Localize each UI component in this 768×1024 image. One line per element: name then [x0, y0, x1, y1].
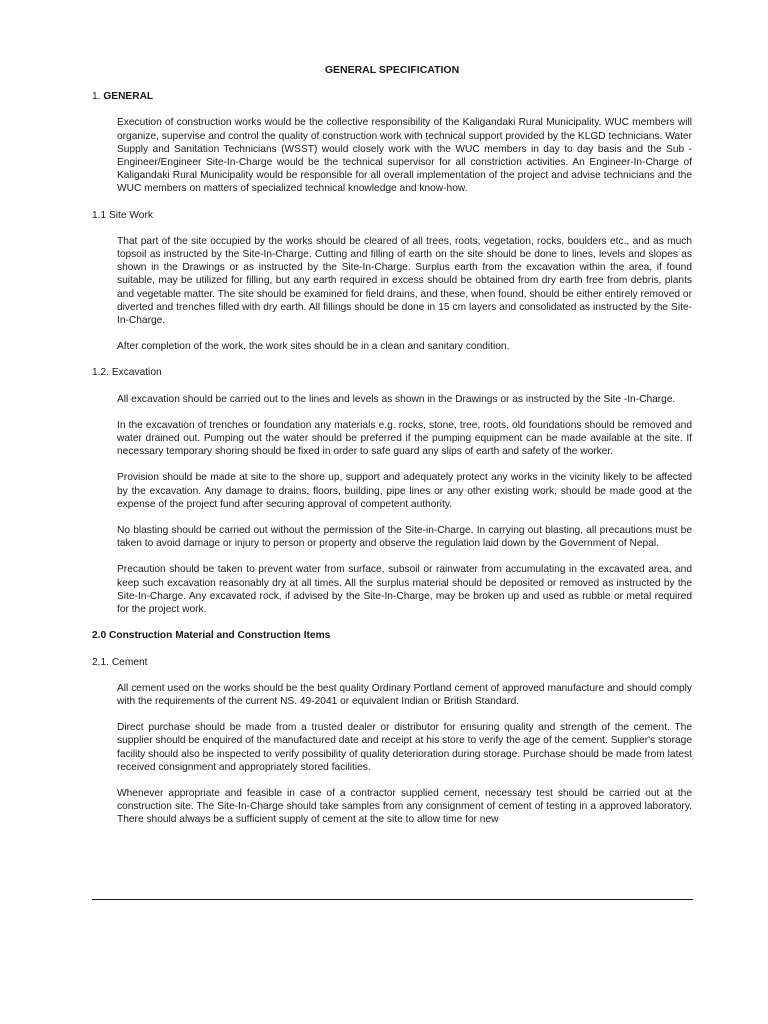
cement-paragraph-2: Direct purchase should be made from a trusted dealer or distributor for ensuring quality and strength of the cement. The supplier should be enquired of the manufactured date and receipt at his store to verify the age of the cement. Supplier's storage facility should also be inspected to verify possibility of quality deterioration during storage. Purchase should be made from latest received consignment and appropriately stored facilities.: [117, 722, 692, 773]
excavation-paragraph-5: Precaution should be taken to prevent water from surface, subsoil or rainwater from accumulating in the excavated area, and keep such excavation reasonably dry at all times. All the surplus material should be deposited or removed as instructed by the Site-In-Charge. Any excavated rock, if advised by the Site-In-Charge, may be broken up and used as rubble or metal required for the project work.: [117, 564, 692, 616]
document-title: GENERAL SPECIFICATION: [324, 64, 460, 76]
excavation-paragraph-4: No blasting should be carried out without the permission of the Site-in-Charge. In carrying out blasting, all precautions must be taken to avoid damage or injury to person or property and observe the regulation laid down by the Government of Nepal.: [117, 525, 692, 550]
cement-paragraph-3: Whenever appropriate and feasible in case of a contractor supplied cement, necessary test should be carried out at the construction site. The Site-In-Charge should take samples from any consignment of cement of testing in a approved laboratory. There should always be a sufficient supply of cement at the site to allow time for new: [117, 787, 692, 826]
excavation-paragraph-3: Provision should be made at site to the shore up, support and adequately protect any works in the vicinity likely to be affected by the excavation. Any damage to drains, floors, building, pipe lines or any other existing work, should be made good at the expense of the project fund after securing approval of competent authority.: [117, 472, 692, 510]
subsection-heading-excavation: 1.2. Excavation: [92, 367, 162, 379]
excavation-paragraph-1: All excavation should be carried out to the lines and levels as shown in the Drawings or as instructed by the Site -In-Charge.: [117, 393, 676, 405]
section-heading-general: [92, 90, 692, 103]
subsection-heading-cement: 2.1. Cement: [92, 656, 148, 668]
site-work-paragraph-2: After completion of the work, the work sites should be in a clean and sanitary condition.: [117, 341, 510, 353]
subsection-heading-site-work: 1.1 Site Work: [92, 209, 153, 221]
section-number: 1.: [92, 91, 101, 103]
section-label: GENERAL: [103, 91, 154, 103]
cement-paragraph-1: All cement used on the works should be the best quality Ordinary Portland cement of approved manufacture and should comply with the requirements of the current NS. 49-2041 or equivalent Indian or British Standard.: [117, 682, 692, 707]
section-heading-construction-material: 2.0 Construction Material and Construction Items: [92, 630, 331, 642]
site-work-paragraph-1: That part of the site occupied by the works should be cleared of all trees, roots, vegetation, rocks, boulders etc., and as much topsoil as instructed by the Site-In-Charge. Cutting and filling of earth on the site should be done to lines, levels and slopes as shown in the Drawings or as instructed by the Site-In-Charge. Surplus earth from the excavation within the area, if found suitable, may be utilized for filling, but any earth required in excess should be obtained from dry earth free from debris, plants and vegetable matter. The site should be examined for field drains, and these, when found, should be either entirely removed or diverted and trenches filled with dry earth. All fillings should be done in 15 cm layers and consolidated as instructed by the Site-In-Charge.: [117, 235, 692, 327]
excavation-paragraph-2: In the excavation of trenches or foundation any materials e.g. rocks, stone, tree, roots, old foundations should be removed and water drained out. Pumping out the water should be preferred if the pumping equipment can be made available at the site. If necessary temporary shoring should be fixed in order to safe guard any slips of earth and safety of the worker.: [117, 419, 692, 458]
footer-divider: [92, 899, 693, 900]
document-page: [92, 64, 692, 840]
general-paragraph: Execution of construction works would be the collective responsibility of the Kaligandaki Rural Municipality. WUC members will organize, supervise and control the quality of construction work with technical support provided by the KLGD technicians. Water Supply and Sanitation Technicians (WSST) would closely work with the WUC members in day to day basis and the Sub - Engineer/Engineer Site-In-Charge would be the technical supervisor for all constriction activities. An Engineer-In-Charge of Kaligandaki Rural Municipality would be responsible for all overall implementation of the project and advise technicians and the WUC members on matters of specialized technical knowledge and know-how.: [117, 117, 692, 195]
